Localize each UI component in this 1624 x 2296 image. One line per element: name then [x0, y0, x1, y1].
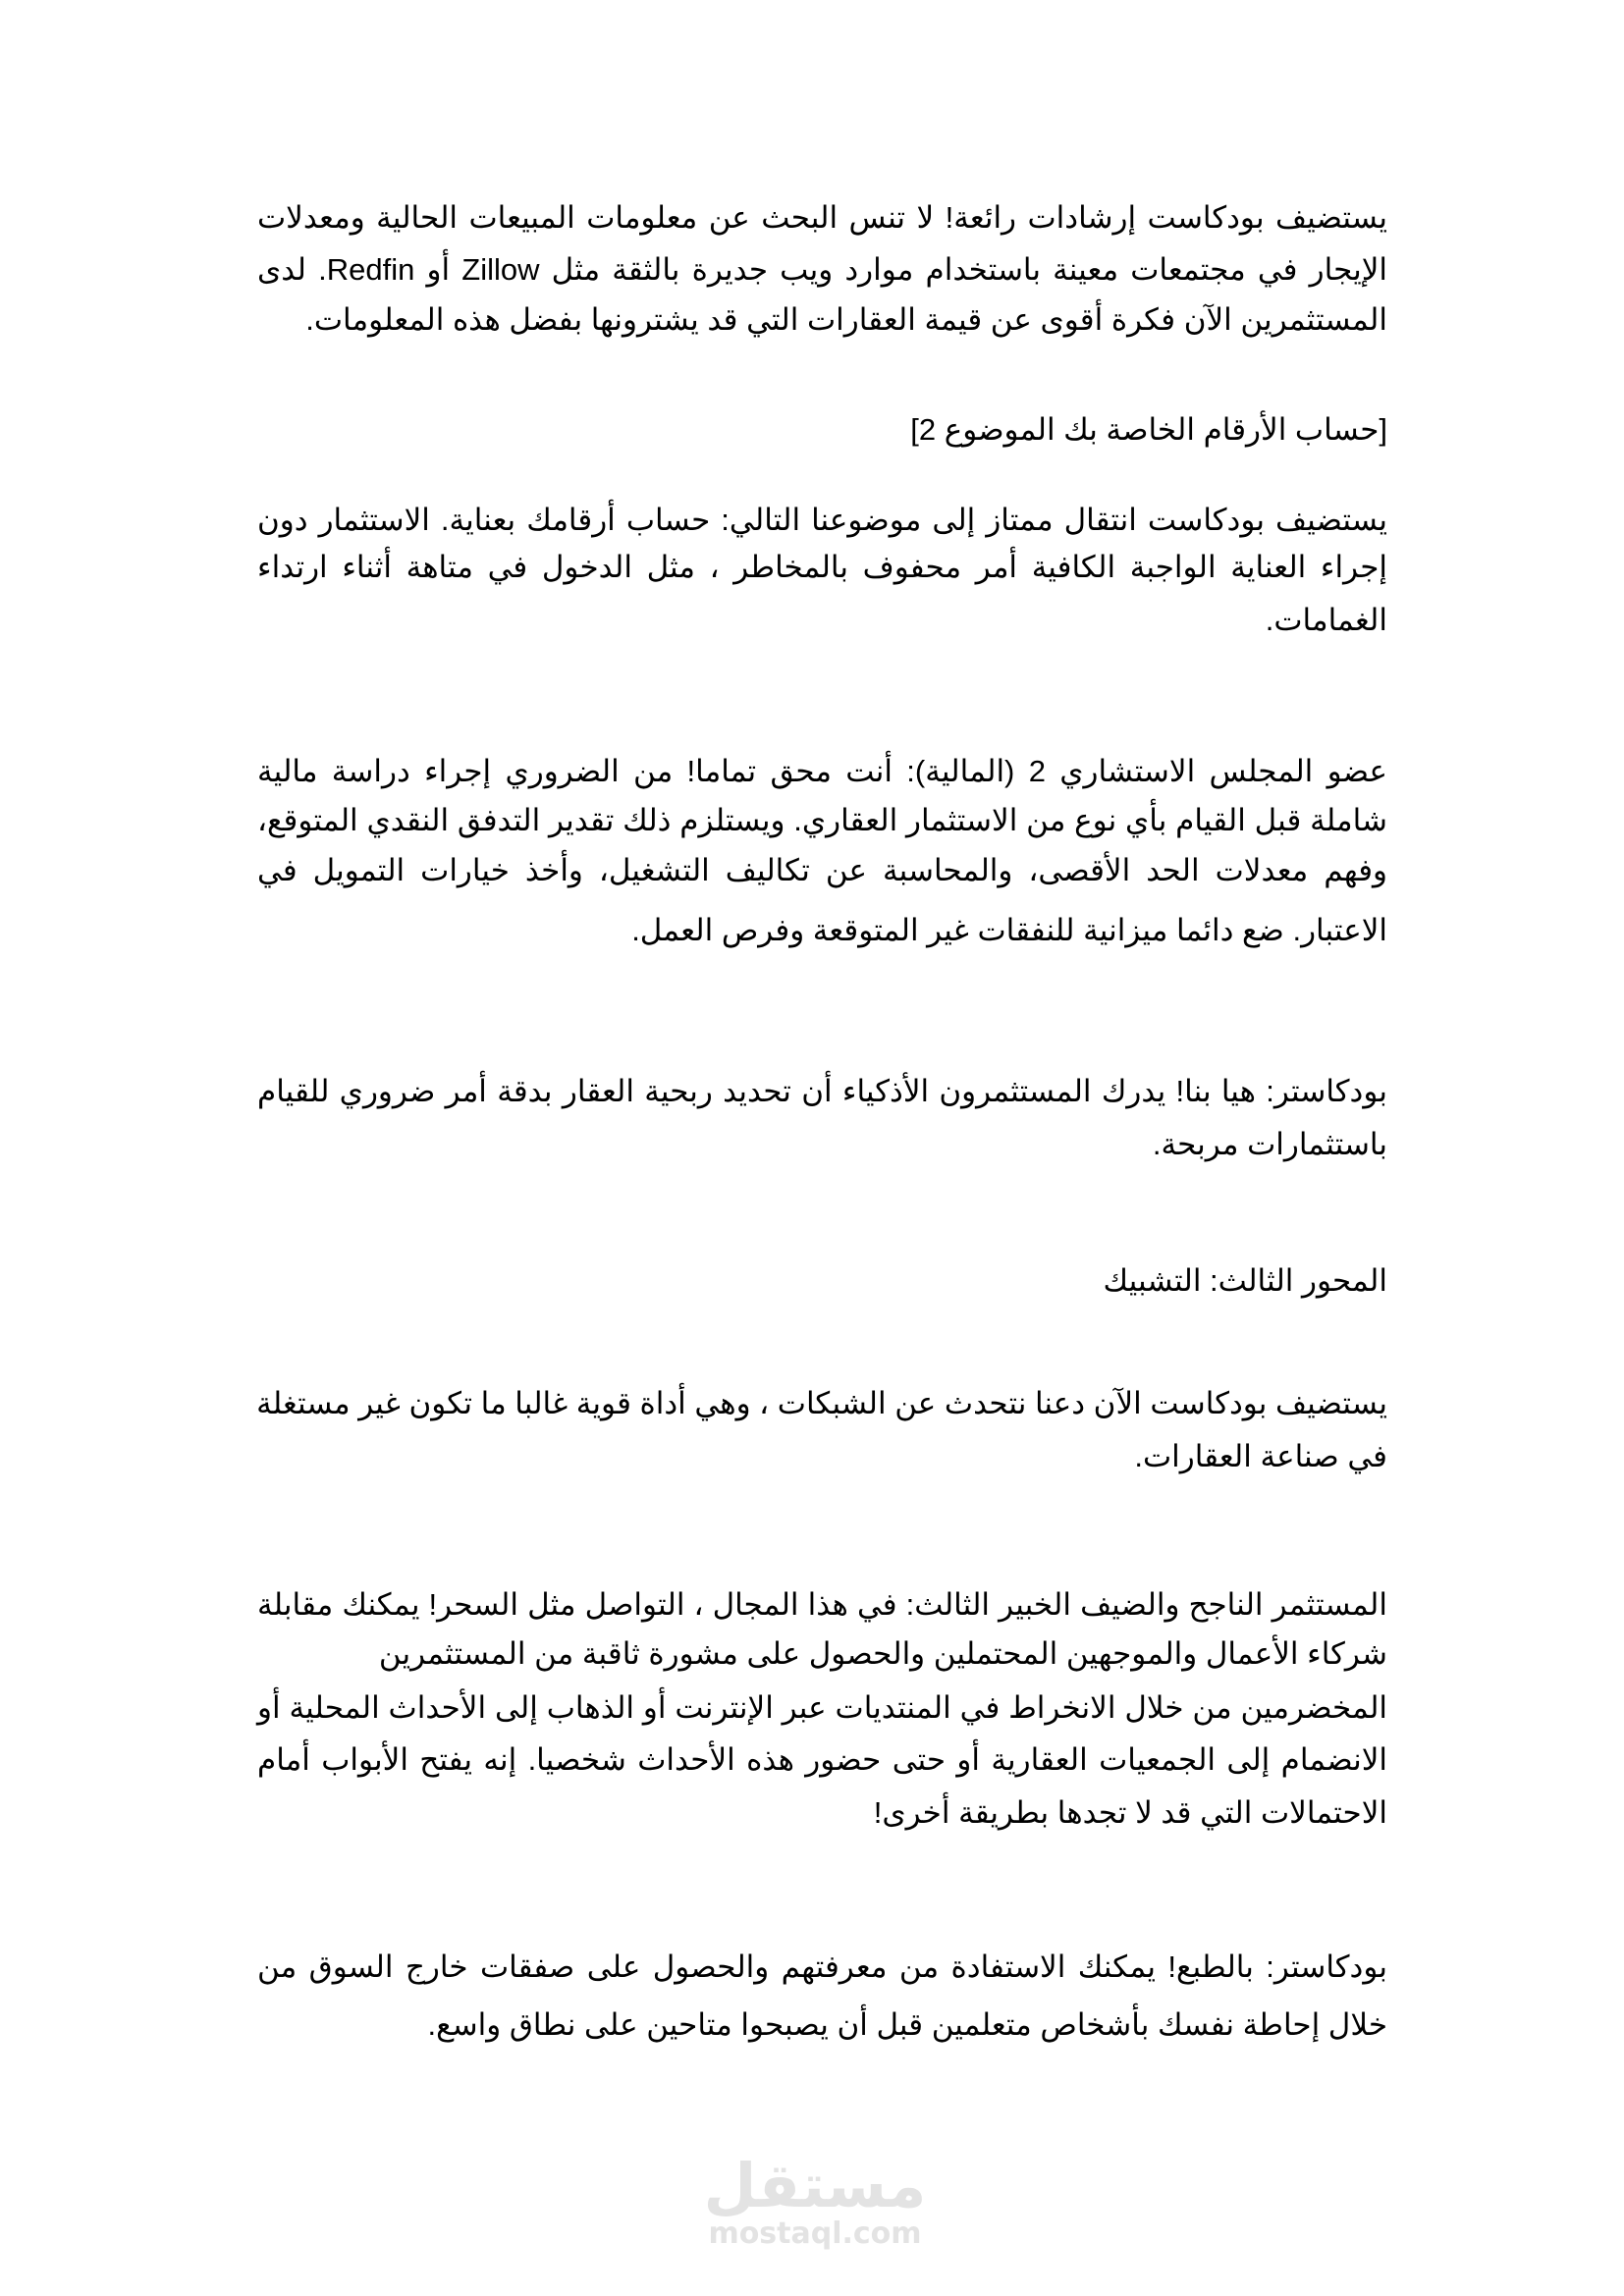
paragraph-line: بودكاستر: هيا بنا! يدرك المستثمرون الأذكياء أن تحديد ربحية العقار بدقة أمر ضروري للقيام — [257, 1074, 1387, 1108]
mostaql-watermark — [687, 2150, 943, 2251]
paragraph-line: عضو المجلس الاستشاري 2 (المالية): أنت محق تماما! من الضروري إجراء دراسة مالية — [257, 754, 1387, 788]
paragraph-line: المستثمر الناجح والضيف الخبير الثالث: في هذا المجال ، التواصل مثل السحر! يمكنك مقابلة — [257, 1587, 1387, 1622]
paragraph-line: الإيجار في مجتمعات معينة باستخدام موارد ويب جديرة بالثقة مثل Zillow أو Redfin. لدى — [257, 252, 1388, 287]
paragraph-line: باستثمارات مربحة. — [1152, 1127, 1387, 1161]
paragraph-line: [حساب الأرقام الخاصة بك الموضوع 2] — [910, 412, 1387, 447]
paragraph-line: وفهم معدلات الحد الأقصى، والمحاسبة عن تكاليف التشغيل، وأخذ خيارات التمويل في — [257, 853, 1387, 887]
watermark-arabic: مستقل — [703, 2150, 927, 2221]
paragraph-line: يستضيف بودكاست الآن دعنا نتحدث عن الشبكات ، وهي أداة قوية غالبا ما تكون غير مستغلة — [256, 1386, 1387, 1420]
paragraph-line: الاعتبار. ضع دائما ميزانية للنفقات غير المتوقعة وفرص العمل. — [631, 913, 1387, 947]
paragraph-line: المستثمرين الآن فكرة أقوى عن قيمة العقارات التي قد يشترونها بفضل هذه المعلومات. — [305, 302, 1387, 337]
paragraph-line: شاملة قبل القيام بأي نوع من الاستثمار العقاري. ويستلزم ذلك تقدير التدفق النقدي المتوقع، — [257, 803, 1387, 837]
paragraph-line: يستضيف بودكاست إرشادات رائعة! لا تنس البحث عن معلومات المبيعات الحالية ومعدلات — [257, 200, 1387, 235]
paragraph-line: خلال إحاطة نفسك بأشخاص متعلمين قبل أن يصبحوا متاحين على نطاق واسع. — [427, 2007, 1387, 2042]
paragraph-line: الاحتمالات التي قد لا تجدها بطريقة أخرى! — [873, 1795, 1387, 1830]
paragraph-line: شركاء الأعمال والموجهين المحتملين والحصول على مشورة ثاقبة من المستثمرين — [378, 1636, 1387, 1671]
watermark-latin: mostaql.com — [708, 2216, 922, 2251]
paragraph-line: إجراء العناية الواجبة الكافية أمر محفوف بالمخاطر ، مثل الدخول في متاهة أثناء ارتداء — [257, 550, 1387, 584]
paragraph-line: الغمامات. — [1265, 603, 1387, 637]
paragraph-line: يستضيف بودكاست انتقال ممتاز إلى موضوعنا التالي: حساب أرقامك بعناية. الاستثمار دون — [257, 503, 1387, 537]
paragraph-line: الانضمام إلى الجمعيات العقارية أو حتى حضور هذه الأحداث شخصيا. إنه يفتح الأبواب أمام — [257, 1742, 1387, 1777]
paragraph-line: المخضرمين من خلال الانخراط في المنتديات عبر الإنترنت أو الذهاب إلى الأحداث المحلية أو — [257, 1690, 1387, 1725]
paragraph-line: المحور الثالث: التشبيك — [1103, 1263, 1387, 1298]
paragraph-line: في صناعة العقارات. — [1134, 1439, 1387, 1473]
paragraph-line: بودكاستر: بالطبع! يمكنك الاستفادة من معرفتهم والحصول على صفقات خارج السوق من — [257, 1949, 1387, 1984]
